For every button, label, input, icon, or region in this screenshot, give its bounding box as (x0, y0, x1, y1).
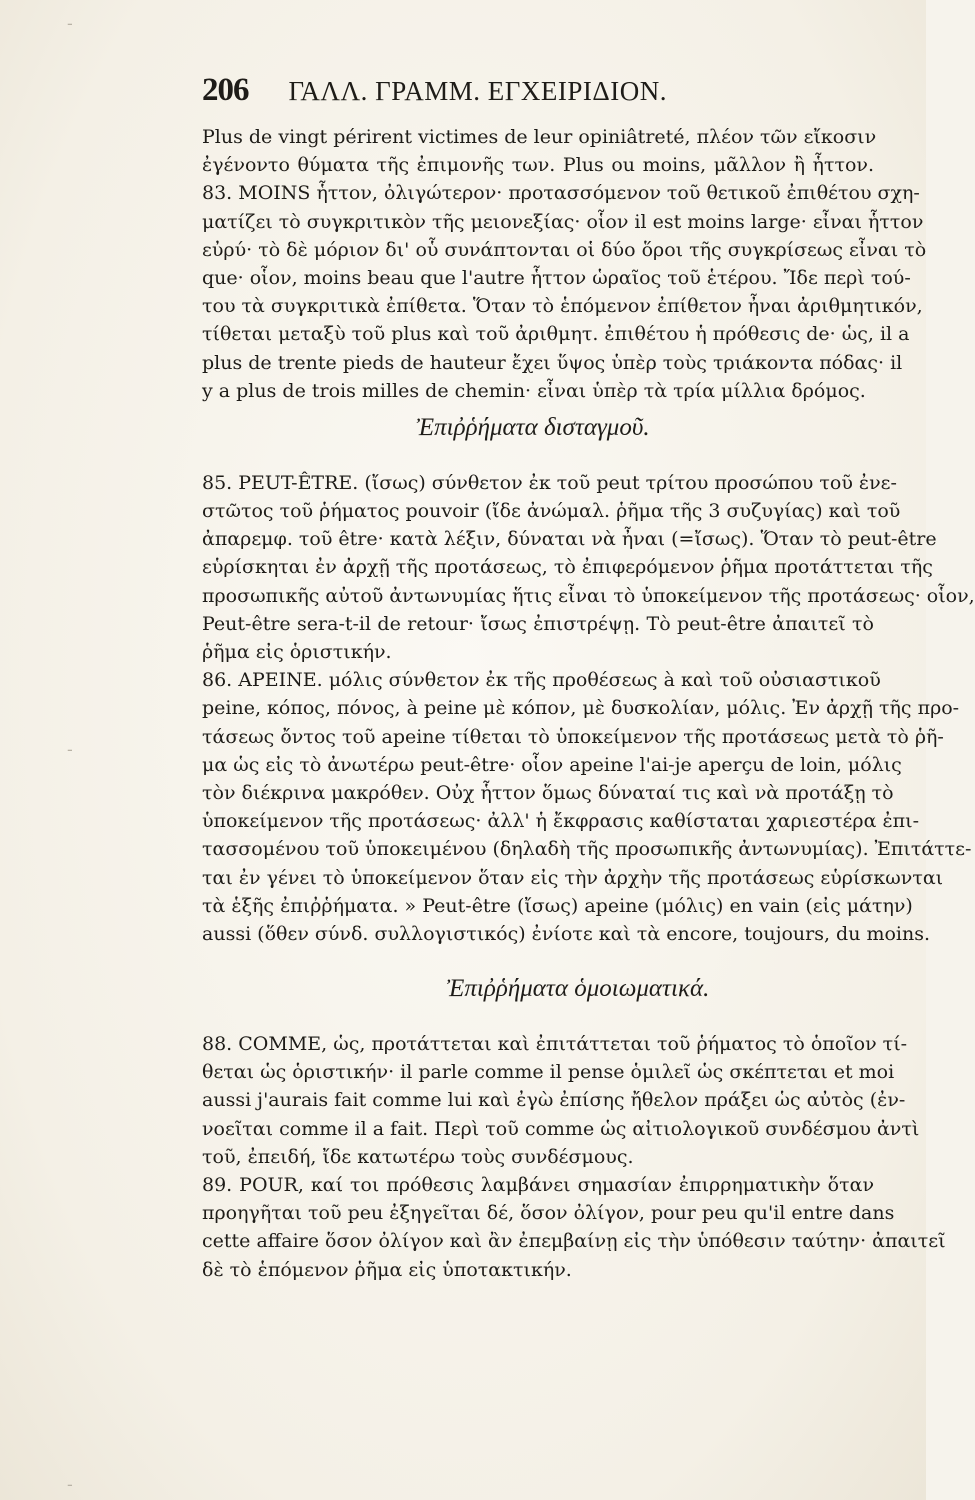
text-line: τὰ ἑξῆς ἐπιῤῥήματα. » Peut-être (ἴσως) apeine (μόλις) en vain (εἰς μάτην) (202, 894, 913, 917)
text-line: στῶτος τοῦ ῥήματος pouvoir (ἴδε ἀνώμαλ. ῥῆμα τῆς 3 συζυγίας) καὶ τοῦ (202, 500, 901, 523)
text-block (202, 123, 975, 1284)
text-line: peine, κόπος, πόνος, à peine μὲ κόπον, μὲ δυσκολίαν, μόλις. Ἐν ἀρχῇ τῆς προ- (202, 697, 960, 720)
text-line: του τὰ συγκριτικὰ ἐπίθετα. Ὅταν τὸ ἑπόμενον ἐπίθετον ἦναι ἀριθμητικόν, (202, 295, 923, 318)
text-line: aussi j'aurais fait comme lui καὶ ἐγὼ ἐπίσης ἤθελον πράξει ὡς αὐτὸς (ἐν- (202, 1089, 906, 1112)
text-line: ματίζει τὸ συγκριτικὸν τῆς μειονεξίας· οἷον il est moins large· εἶναι ἧττον (202, 210, 924, 233)
text-line: τοῦ, ἐπειδή, ἴδε κατωτέρω τοὺς συνδέσμους. (202, 1145, 634, 1168)
text-line: Peut-être sera-t-il de retour· ἴσως ἐπιστρέψῃ. Τὸ peut-être ἀπαιτεῖ τὸ (202, 612, 874, 635)
spacer (202, 948, 874, 966)
section-heading: Ἐπιῤῥήματα δισταγμοῦ. (416, 413, 650, 441)
bleed-mark: - (67, 1475, 73, 1495)
text-line: ἀπαρεμφ. τοῦ être· κατὰ λέξιν, δύναται νὰ ἦναι (=ἴσως). Ὅταν τὸ peut-être (202, 528, 937, 551)
paragraph-88 (202, 1030, 920, 1171)
bleed-mark: - (67, 740, 73, 760)
text-line: 86. APEINE. μόλις σύνθετον ἐκ τῆς προθέσεως à καὶ τοῦ οὐσιαστικοῦ (202, 669, 881, 692)
text-line: ἐγένοντο θύματα τῆς ἐπιμονῆς των. Plus ou moins, μᾶλλον ἢ ἧττον. (202, 154, 874, 177)
text-line: plus de trente pieds de hauteur ἔχει ὕψος ὑπὲρ τοὺς τριάκοντα πόδας· il (202, 351, 903, 374)
text-line: τὸν διέκρινα μακρόθεν. Οὐχ ἧττον ὅμως δύναταί τις καὶ νὰ προτάξῃ τὸ (202, 781, 894, 804)
text-line: ται ἐν γένει τὸ ὑποκείμενον ὅταν εἰς τὴν ἀρχὴν τῆς προτάσεως εὑρίσκωνται (202, 866, 944, 889)
text-line: τασσομένου τοῦ ὑποκειμένου (δηλαδὴ τῆς προσωπικῆς ἀντωνυμίας). Ἐπιτάττε- (202, 838, 972, 861)
text-line: que· οἷον, moins beau que l'autre ἧττον ὡραῖος τοῦ ἑτέρου. Ἴδε περὶ τού- (202, 266, 911, 289)
bleed-mark: - (67, 14, 73, 34)
paragraph-89 (202, 1171, 946, 1284)
text-line: 88. COMME, ὡς, προτάττεται καὶ ἐπιτάττεται τοῦ ῥήματος τὸ ὁποῖον τί- (202, 1033, 908, 1056)
paragraph-85 (202, 469, 975, 666)
running-head: ΓΑΛΛ. ΓΡΑΜΜ. ΕΓΧΕΙΡΙΔΙΟΝ. (288, 76, 667, 106)
text-line: aussi (ὅθεν σύνδ. συλλογιστικός) ἐνίοτε καὶ τὰ encore, toujours, du moins. (202, 922, 931, 945)
text-line: y a plus de trois milles de chemin· εἶναι ὑπὲρ τὰ τρία μίλλια δρόμος. (202, 379, 866, 402)
spacer (202, 451, 874, 469)
text-line: νοεῖται comme il a fait. Περὶ τοῦ comme ὡς αἰτιολογικοῦ συνδέσμου ἀντὶ (202, 1117, 920, 1140)
page-number: 206 (202, 72, 249, 108)
text-line: ῥῆμα εἰς ὁριστικήν. (202, 641, 392, 663)
spacer (202, 1012, 874, 1030)
text-line: Plus de vingt périrent victimes de leur opiniâtreté, πλέον τῶν εἴκοσιν (202, 126, 877, 148)
text-line: εὐρύ· τὸ δὲ μόριον δι' οὗ συνάπτονται οἱ δύο ὅροι τῆς συγκρίσεως εἶναι τὸ (202, 238, 927, 261)
section-heading: Ἐπιῤῥήματα ὁμοιωματικά. (446, 975, 710, 1003)
text-line: προηγῆται τοῦ peu ἐξηγεῖται δέ, ὅσον ὀλίγον, pour peu qu'il entre dans (202, 1202, 895, 1225)
text-line: θεται ὡς ὁριστικήν· il parle comme il pense ὁμιλεῖ ὡς σκέπτεται et moi (202, 1061, 895, 1084)
page-header (202, 72, 712, 109)
text-line: 83. MOINS ἧττον, ὀλιγώτερον· προτασσόμενον τοῦ θετικοῦ ἐπιθέτου σχη- (202, 182, 920, 205)
text-line: τάσεως ὄντος τοῦ apeine τίθεται τὸ ὑποκείμενον τῆς προτάσεως μετὰ τὸ ῥῆ- (202, 725, 944, 748)
text-line: εὑρίσκηται ἐν ἀρχῇ τῆς προτάσεως, τὸ ἐπιφερόμενον ῥῆμα προτάττεται τῆς (202, 556, 933, 579)
text-line: μα ὡς εἰς τὸ ἀνωτέρω peut-être· οἷον apeine l'ai-je aperçu de loin, μόλις (202, 753, 902, 776)
text-line: ὑποκείμενον τῆς προτάσεως· ἀλλ' ἡ ἔκφρασις καθίσταται χαριεστέρα ἐπι- (202, 810, 919, 833)
paragraph-continuation (202, 123, 927, 405)
text-line: 89. POUR, καί τοι πρόθεσις λαμβάνει σημασίαν ἐπιρρηματικὴν ὅταν (202, 1174, 874, 1196)
text-line: cette affaire ὅσον ὀλίγον καὶ ἂν ἐπεμβαίνῃ εἰς τὴν ὑπόθεσιν ταύτην· ἀπαιτεῖ (202, 1230, 946, 1253)
text-line: τίθεται μεταξὺ τοῦ plus καὶ τοῦ ἀριθμητ. ἐπιθέτου ἡ πρόθεσις de· ὡς, il a (202, 323, 910, 346)
text-line: 85. PEUT-ÊTRE. (ἴσως) σύνθετον ἐκ τοῦ peut τρίτου προσώπου τοῦ ἐνε- (202, 471, 897, 494)
text-line: δὲ τὸ ἑπόμενον ῥῆμα εἰς ὑποτακτικήν. (202, 1258, 572, 1281)
paragraph-86 (202, 666, 972, 948)
text-line: προσωπικῆς αὐτοῦ ἀντωνυμίας ἥτις εἶναι τὸ ὑποκείμενον τῆς προτάσεως· οἷον, (202, 584, 975, 607)
